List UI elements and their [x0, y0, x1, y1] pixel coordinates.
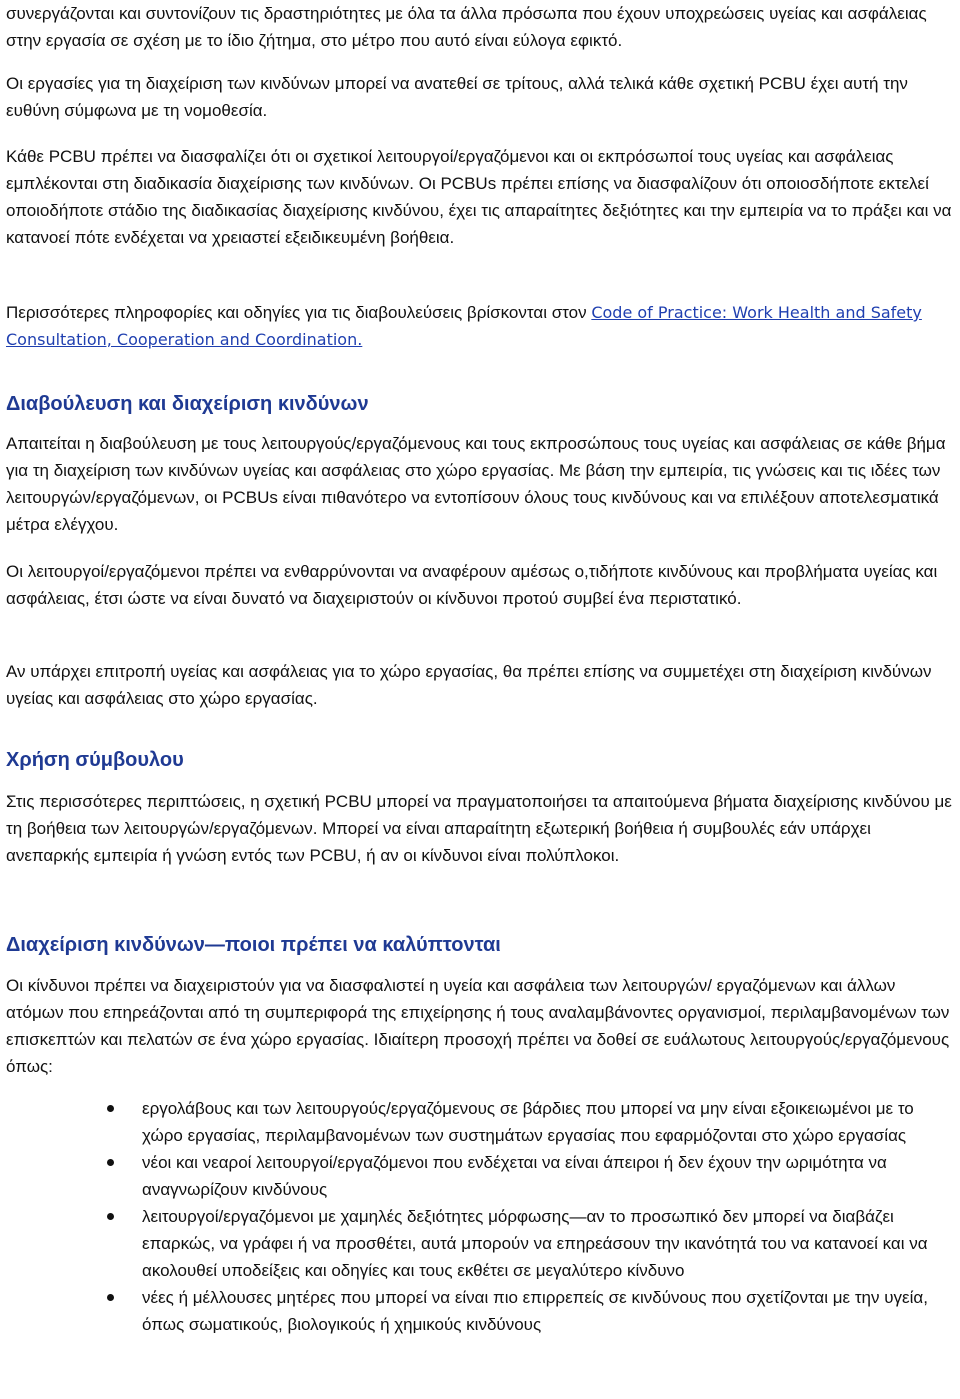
bullet-icon [107, 1159, 114, 1166]
heading-who-covered: Διαχείριση κινδύνων—ποιοι πρέπει να καλύπτονται [6, 934, 501, 956]
paragraph-9: Οι κίνδυνοι πρέπει να διαχειριστούν για να διασφαλιστεί η υγεία και ασφάλεια των λειτουργών/ εργαζόμενων και άλλων ατόμων που επηρεάζονται από τη συμπεριφορά της επιχείρησης ή τους αναλαμβάνοντες οργανισμοί, περιλαμβανομένων των επισκεπτών και πελατών σε ένα χώρο εργασίας. Ιδιαίτερη προσοχή πρέπει να δοθεί σε ευάλωτους λειτουργούς/εργαζόμενους όπως: [6, 976, 950, 1076]
heading-consultant: Χρήση σύμβουλου [6, 749, 184, 771]
bullet-icon [107, 1213, 114, 1220]
paragraph-4 [6, 299, 956, 353]
paragraph-7: Αν υπάρχει επιτροπή υγείας και ασφάλειας για το χώρο εργασίας, θα πρέπει επίσης να συμμετέχει στη διαχείριση κινδύνων υγείας και ασφάλειας στο χώρο εργασίας. [6, 662, 932, 708]
paragraph-1: συνεργάζονται και συντονίζουν τις δραστηριότητες με όλα τα άλλα πρόσωπα που έχουν υποχρεώσεις υγείας και ασφάλειας στην εργασία σε σχέση με το ίδιο ζήτημα, στο μέτρο που αυτό είναι εύλογα εφικτό. [6, 4, 927, 50]
paragraph-4-text: Περισσότερες πληροφορίες και οδηγίες για τις διαβουλεύσεις βρίσκονται στον [6, 303, 592, 322]
list-item: νέοι και νεαροί λειτουργοί/εργαζόμενοι που ενδέχεται να είναι άπειροι ή δεν έχουν την ωριμότητα να αναγνωρίζουν κινδύνους [6, 1149, 952, 1203]
list-item: νέες ή μέλλουσες μητέρες που μπορεί να είναι πιο επιρρεπείς σε κινδύνους που σχετίζονται με την υγεία, όπως σωματικούς, βιολογικούς ή χημικούς κινδύνους [6, 1284, 952, 1338]
heading-consultation: Διαβούλευση και διαχείριση κινδύνων [6, 393, 369, 415]
paragraph-6: Οι λειτουργοί/εργαζόμενοι πρέπει να ενθαρρύνονται να αναφέρουν αμέσως ο,τιδήποτε κινδύνους και προβλήματα υγείας και ασφάλειας, έτσι ώστε να είναι δυνατό να διαχειριστούν οι κίνδυνοι προτού συμβεί ένα περιστατικό. [6, 562, 938, 608]
bullet-icon [107, 1294, 114, 1301]
code-of-practice-link[interactable]: Code of Practice: Work Health and Safety Consultation, Cooperation and Coordination. [6, 303, 922, 349]
paragraph-8: Στις περισσότερες περιπτώσεις, η σχετική PCBU μπορεί να πραγματοποιήσει τα απαιτούμενα βήματα διαχείρισης κινδύνου με τη βοήθεια των λειτουργών/εργαζόμενων. Μπορεί να είναι απαραίτητη εξωτερική βοήθεια ή συμβουλές εάν υπάρχει ανεπαρκής εμπειρία ή γνώση εντός των PCBU, ή αν οι κίνδυνοι είναι πολύπλοκοι. [6, 792, 952, 865]
vulnerable-workers-list [6, 1095, 952, 1338]
bullet-icon [107, 1105, 114, 1112]
paragraph-5: Απαιτείται η διαβούλευση με τους λειτουργούς/εργαζόμενους και τους εκπροσώπους τους υγείας και ασφάλειας σε κάθε βήμα για τη διαχείριση των κινδύνων υγείας και ασφάλειας στο χώρο εργασίας. Με βάση την εμπειρία, τις γνώσεις και τις ιδέες των λειτουργών/εργαζόμενων, οι PCBUs είναι πιθανότερο να εντοπίσουν όλους τους κινδύνους και να επιλέξουν αποτελεσματικά μέτρα ελέγχου. [6, 434, 946, 534]
paragraph-3: Κάθε PCBU πρέπει να διασφαλίζει ότι οι σχετικοί λειτουργοί/εργαζόμενοι και οι εκπρόσωποί τους υγείας και ασφάλειας εμπλέκονται στη διαδικασία διαχείρισης των κινδύνων. Οι PCBUs πρέπει επίσης να διασφαλίζουν ότι οποιοσδήποτε εκτελεί οποιοδήποτε στάδιο της διαδικασίας διαχείρισης κινδύνου, έχει τις απαραίτητες δεξιότητες και την εμπειρία να το πράξει και να κατανοεί πότε ενδέχεται να χρειαστεί εξειδικευμένη βοήθεια. [6, 147, 952, 247]
list-item: λειτουργοί/εργαζόμενοι με χαμηλές δεξιότητες μόρφωσης—αν το προσωπικό δεν μπορεί να διαβάζει επαρκώς, να γράφει ή να προσθέτει, αυτά μπορούν να επηρεάσουν την ικανότητά του να κατανοεί και να ακολουθεί υποδείξεις και οδηγίες και τους εκθέτει σε μεγαλύτερο κίνδυνο [6, 1203, 952, 1284]
paragraph-2: Οι εργασίες για τη διαχείριση των κινδύνων μπορεί να ανατεθεί σε τρίτους, αλλά τελικά κάθε σχετική PCBU έχει αυτή την ευθύνη σύμφωνα με τη νομοθεσία. [6, 74, 908, 120]
list-item: εργολάβους και των λειτουργούς/εργαζόμενους σε βάρδιες που μπορεί να μην είναι εξοικειωμένοι με το χώρο εργασίας, περιλαμβανομένων των συστημάτων εργασίας που εφαρμόζονται στο χώρο εργασίας [6, 1095, 952, 1149]
